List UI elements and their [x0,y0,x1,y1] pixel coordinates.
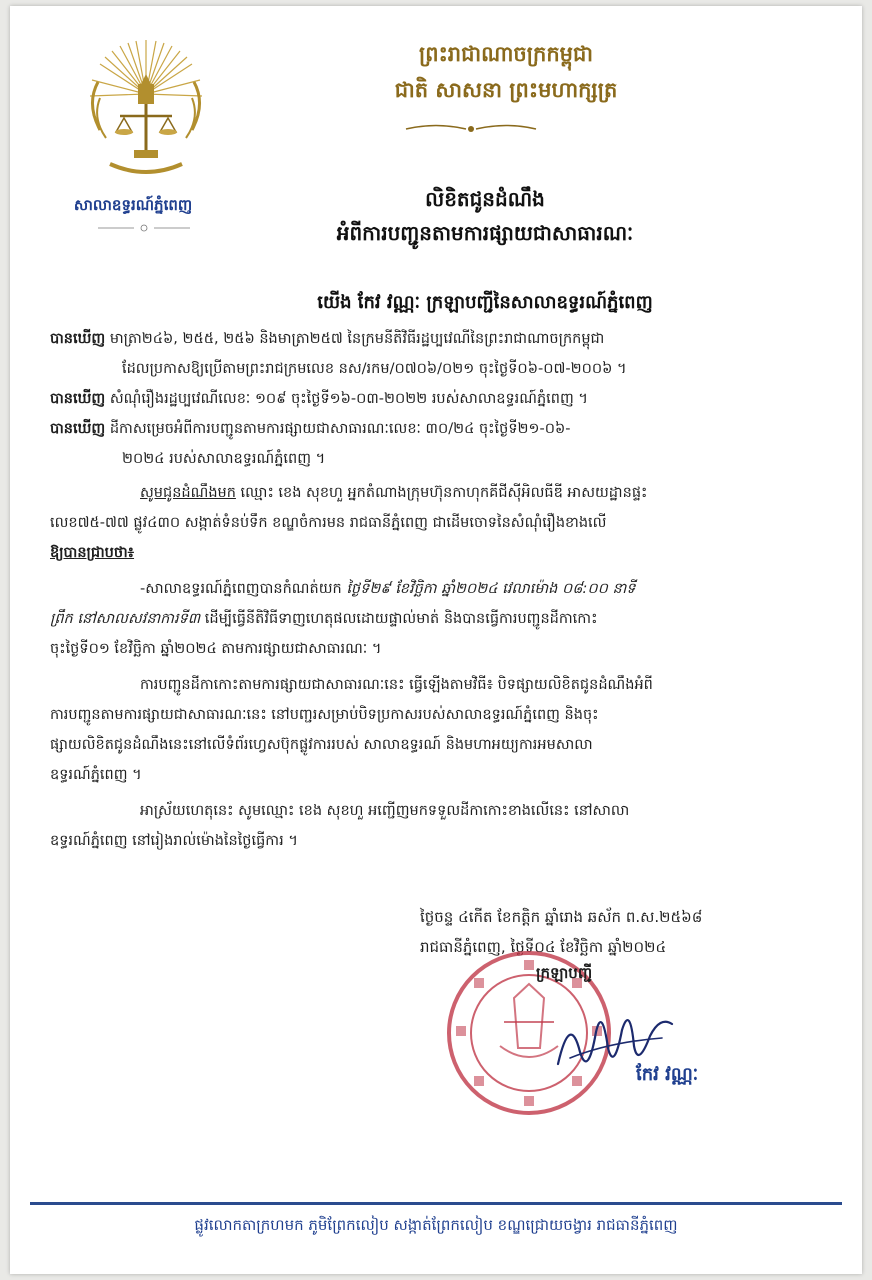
lunar-date: ថ្ងៃចន្ទ ៤កើត ខែកត្តិក ឆ្នាំរោង ឆស័ក ព.ស.២៥៦៨ [420,908,703,926]
court-emblem-icon [76,34,216,184]
footer-address: ផ្លូវលោកតាក្រហមក ភូមិព្រែកលៀប សង្កាត់ព្រែកលៀប ខណ្ឌជ្រោយចង្វារ រាជធានីភ្នំពេញ [194,1216,678,1234]
issuer-line: យើង កែវ វណ្ណៈ ក្រឡាបញ្ជីនៃសាលាឧទ្ធរណ៍ភ្នំពេញ [317,292,653,313]
court-name: សាលាឧទ្ធរណ៍ភ្នំពេញ [73,196,193,214]
consideration-3-cont: ២០២៤ របស់សាលាឧទ្ធរណ៍ភ្នំពេញ ។ [122,451,326,467]
title-line-1: លិខិតជូនដំណឹង [425,187,545,211]
notice-paragraph-2-end: ចុះថ្ងៃទី០១ ខែវិច្ឆិកា ឆ្នាំ២០២៤ តាមការផ្សាយជាសាធារណៈ ។ [50,641,382,657]
kingdom-header [316,36,696,108]
inform-heading: ឱ្យបានជ្រាបថា៖ [50,545,135,561]
notice-paragraph-4: អាស្រ័យហេតុនេះ សូមឈ្មោះ ខេង សុខហួ អញ្ជើញមកទទួលដីកាកោះខាងលើនេះ នៅសាលា [140,803,630,819]
document-title [160,182,810,250]
title-line-2: អំពីការបញ្ជូនតាមការផ្សាយជាសាធារណៈ [336,221,634,245]
solar-date: រាជធានីភ្នំពេញ, ថ្ងៃទី០៤ ខែវិច្ឆិកា ឆ្នាំ២០២៤ [420,938,667,956]
signer-name: កែវ វណ្ណៈ [636,1064,699,1085]
notice-paragraph-3-line-3: ផ្សាយលិខិតជូនដំណឹងនេះនៅលើទំព័រហ្វេសប៊ុកផ្លូវការរបស់ សាលាឧទ្ធរណ៍ និងមហាអយ្យការអមសាលា [50,737,593,753]
notice-paragraph-3-line-4: ឧទ្ធរណ៍ភ្នំពេញ ។ [50,767,142,783]
notice-paragraph-1-cont: លេខ៧៥-៧៧ ផ្លូវ៤៣០ សង្កាត់ទំនប់ទឹក ខណ្ឌចំការមន រាជធានីភ្នំពេញ ជាដើមចោទនៃសំណុំរឿងខាងលើ [50,515,607,531]
document-body [50,324,800,856]
notice-paragraph-4-cont: ឧទ្ធរណ៍ភ្នំពេញ នៅរៀងរាល់ម៉ោងនៃថ្ងៃធ្វើការ ។ [50,833,298,849]
footer-divider [30,1202,842,1205]
consideration-3: បានឃើញ ដីកាសម្រេចអំពីការបញ្ជូនតាមការផ្សាយជាសាធារណៈលេខៈ ៣០/២៤ ចុះថ្ងៃទី២១-០៦- [50,421,571,437]
notice-paragraph-2: -សាលាឧទ្ធរណ៍ភ្នំពេញបានកំណត់យក ថ្ងៃទី២៩ ខែវិច្ឆិកា ឆ្នាំ២០២៤ វេលាម៉ោង ០៨:០០ នាទី [140,581,636,597]
notice-paragraph-3: ការបញ្ជូនដីកាកោះតាមការផ្សាយជាសាធារណៈនេះ ធ្វើឡើងតាមវិធី៖ បិទផ្សាយលិខិតជូនដំណឹងអំពី [140,677,653,693]
consideration-2: បានឃើញ សំណុំរឿងរដ្ឋប្បវេណីលេខៈ ១០៩ ចុះថ្ងៃទី១៦-០៣-២០២២ របស់សាលាឧទ្ធរណ៍ភ្នំពេញ ។ [50,391,588,407]
header-ornament-icon [396,122,546,136]
kingdom-line-1: ព្រះរាជាណាចក្រកម្ពុជា [418,42,593,66]
signer-role: ក្រឡាបញ្ជី [536,964,593,982]
consideration-1: បានឃើញ មាត្រា២៤៦, ២៥៥, ២៥៦ និងមាត្រា២៥៧ នៃក្រមនីតិវិធីរដ្ឋប្បវេណីនៃព្រះរាជាណាចក្រកម្ពុជា [50,331,605,347]
notice-paragraph-2-cont: ព្រឹក នៅសាលសវនាការទី៣ ដើម្បីធ្វើនីតិវិធីទាញហេតុផលដោយផ្ទាល់មាត់ និងបានធ្វើការបញ្ជូនដីកាកោះ [50,611,598,627]
document-page [10,6,862,1274]
consideration-1-cont: ដែលប្រកាសឱ្យប្រើតាមព្រះរាជក្រមលេខ នស/រកម/០៧០៦/០២១ ចុះថ្ងៃទី០៦-០៧-២០០៦ ។ [122,361,627,377]
kingdom-line-2: ជាតិ សាសនា ព្រះមហាក្សត្រ [394,78,618,102]
notice-paragraph-1: សូមជូនដំណឹងមក ឈ្មោះ ខេង សុខហួ អ្នកតំណាងក្រុមហ៊ុនកាហុកគីជីស៊ីអិលធីឌី អាសយដ្ឋានផ្ទះ [140,485,648,501]
notice-paragraph-3-line-2: ការបញ្ជូនតាមការផ្សាយជាសាធារណៈនេះ នៅបញ្ជរសម្រាប់បិទប្រកាសរបស់សាលាឧទ្ធរណ៍ភ្នំពេញ និងចុះ [50,707,599,723]
